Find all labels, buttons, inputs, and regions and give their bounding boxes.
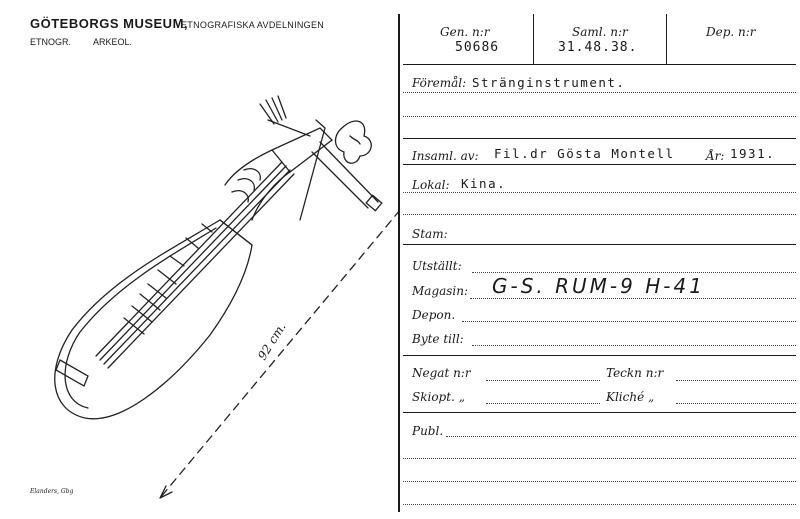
- foremal-value: Stränginstrument.: [472, 75, 626, 90]
- header-rule: [403, 64, 796, 65]
- lokal-value: Kina.: [461, 176, 507, 191]
- teckn-label: Teckn n:r: [606, 366, 664, 380]
- publ-label: Publ.: [412, 424, 444, 438]
- dotted-line: [486, 403, 600, 404]
- museum-name: GÖTEBORGS MUSEUM,: [30, 16, 189, 31]
- dotted-line: [462, 321, 796, 322]
- printer-mark: Elanders, Gbg: [30, 488, 74, 495]
- dotted-line: [403, 192, 796, 193]
- magasin-label: Magasin:: [412, 284, 469, 298]
- negat-label: Negat n:r: [412, 366, 471, 380]
- section-rule: [403, 412, 796, 413]
- dotted-line: [403, 92, 796, 93]
- saml-label: Saml. n:r: [572, 25, 628, 39]
- measurement-label: 92 cm.: [255, 320, 289, 363]
- insaml-label: Insaml. av:: [412, 149, 479, 163]
- saml-value: 31.48.38.: [558, 40, 638, 55]
- box-separator: [666, 14, 667, 64]
- section-rule: [403, 138, 796, 139]
- lokal-label: Lokal:: [412, 178, 450, 192]
- dotted-line: [472, 272, 796, 273]
- box-separator: [533, 14, 534, 64]
- ar-label: År:: [706, 149, 725, 163]
- skiopt-label: Skiopt. „: [412, 390, 465, 404]
- dotted-line: [403, 214, 796, 215]
- insaml-value: Fil.dr Gösta Montell: [494, 146, 675, 161]
- cliche-label: Kliché „: [606, 390, 655, 404]
- foremal-label: Föremål:: [412, 76, 467, 90]
- department-name: ETNOGRAFISKA AVDELNINGEN: [181, 20, 325, 30]
- ark-label: ARKEOL.: [93, 37, 133, 47]
- dotted-line: [403, 458, 796, 459]
- instrument-drawing: [20, 80, 400, 500]
- utstallt-label: Utställt:: [412, 259, 462, 273]
- dotted-line: [403, 481, 796, 482]
- section-rule: [403, 244, 796, 245]
- etno-label: ETNOGR.: [30, 37, 72, 47]
- magasin-value: G-S. RUM-9 H-41: [492, 274, 705, 298]
- depon-label: Depon.: [412, 308, 456, 322]
- dotted-line: [403, 504, 796, 505]
- dotted-line: [446, 436, 796, 437]
- dotted-line: [676, 403, 796, 404]
- gen-label: Gen. n:r: [440, 25, 490, 39]
- dotted-line: [403, 116, 796, 117]
- stam-label: Stam:: [412, 227, 448, 241]
- dotted-line: [470, 298, 796, 299]
- dotted-line: [486, 380, 600, 381]
- byte-label: Byte till:: [412, 332, 464, 346]
- dotted-line: [676, 380, 796, 381]
- dotted-line: [472, 345, 796, 346]
- gen-value: 50686: [455, 40, 500, 55]
- ar-value: 1931.: [730, 146, 776, 161]
- section-rule: [403, 355, 796, 356]
- section-rule: [403, 164, 796, 165]
- dep-label: Dep. n:r: [706, 25, 756, 39]
- card-divider: [398, 14, 400, 512]
